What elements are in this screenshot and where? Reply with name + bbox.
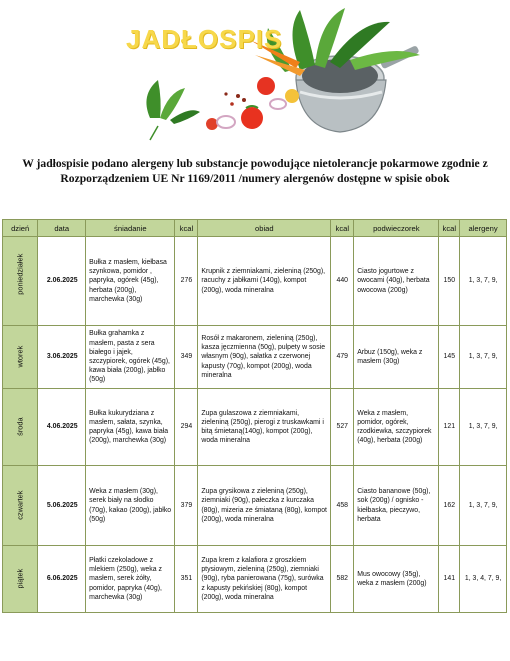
day-cell [3,389,38,466]
date-cell: 2.06.2025 [38,237,86,326]
day-label: środa [15,417,25,437]
day-label: piątek [15,569,25,589]
day-label: wtorek [15,346,25,368]
snack-kcal-cell: 162 [439,466,460,546]
page-title: JADŁOSPIS [126,24,283,54]
breakfast-kcal-cell: 294 [175,389,198,466]
snack-kcal-cell: 145 [439,326,460,389]
col-header-date: data [38,220,86,237]
snack-kcal-cell: 141 [439,546,460,613]
snack-cell: Weka z masłem, pomidor, ogórek, rzodkiewka, szczypiorek (40g), herbata (200g) [354,389,439,466]
date-cell: 3.06.2025 [38,326,86,389]
lunch-kcal-cell: 440 [331,237,354,326]
lunch-cell: Krupnik z ziemniakami, zieleniną (250g), racuchy z jabłkami (140g), kompot (200g), woda mineralna [198,237,331,326]
vegetables-illustration [0,0,510,150]
lunch-kcal-cell: 479 [331,326,354,389]
snack-cell: Ciasto bananowe (50g), sok (200g) / ognisko - kiełbaska, pieczywo, herbata [354,466,439,546]
table-row [3,326,507,389]
col-header-breakfast: śniadanie [86,220,175,237]
date-cell: 5.06.2025 [38,466,86,546]
table-row [3,237,507,326]
breakfast-kcal-cell: 349 [175,326,198,389]
allergens-cell: 1, 3, 7, 9, [460,326,507,389]
table-row [3,546,507,613]
lunch-kcal-cell: 582 [331,546,354,613]
table-row [3,389,507,466]
lunch-kcal-cell: 527 [331,389,354,466]
allergen-notice [22,156,488,186]
notice-line-2: Rozporządzeniem UE Nr 1169/2011 /numery alergenów dostępne w spisie obok [60,172,450,185]
menu-table [2,219,507,613]
day-label: czwartek [15,490,25,520]
col-header-snack: podwieczorek [354,220,439,237]
day-cell [3,237,38,326]
snack-cell: Arbuz (150g), weka z masłem (30g) [354,326,439,389]
day-cell [3,546,38,613]
notice-line-1: W jadłospisie podano alergeny lub substancje powodujące nietolerancje pokarmowe zgodnie z [22,157,488,170]
breakfast-cell: Bułka kukurydziana z masłem, sałata, szynka, papryka (45g), kawa biała (200g), marchewka (30g) [86,389,175,466]
lunch-cell: Rosół z makaronem, zieleniną (250g), kasza jęczmienna (50g), pulpety w sosie własnym (90g), sałatka z czerwonej kapusty (70g), kompot (200g), woda mineralna [198,326,331,389]
allergens-cell: 1, 3, 7, 9, [460,237,507,326]
breakfast-kcal-cell: 379 [175,466,198,546]
date-cell: 4.06.2025 [38,389,86,466]
breakfast-kcal-cell: 351 [175,546,198,613]
day-cell [3,326,38,389]
snack-cell: Mus owocowy (35g), weka z masłem (200g) [354,546,439,613]
lunch-kcal-cell: 458 [331,466,354,546]
date-cell: 6.06.2025 [38,546,86,613]
header-banner [0,0,510,150]
lunch-cell: Zupa grysikowa z zieleniną (250g), ziemniaki (90g), pałeczka z kurczaka (80g), mizeria ze śmiataną (80g), kompot (200g), woda mineralna [198,466,331,546]
col-header-allergens: alergeny [460,220,507,237]
allergens-cell: 1, 3, 7, 9, [460,466,507,546]
col-header-day: dzień [3,220,38,237]
allergens-cell: 1, 3, 7, 9, [460,389,507,466]
col-header-snack-kcal: kcal [439,220,460,237]
col-header-lunch: obiad [198,220,331,237]
col-header-breakfast-kcal: kcal [175,220,198,237]
breakfast-cell: Bułka z masłem, kiełbasa szynkowa, pomidor , papryka, ogórek (45g), herbata (200g), marchewka (30g) [86,237,175,326]
lunch-cell: Zupa gulaszowa z ziemniakami, zieleniną (250g), pierogi z truskawkami i bitą śmietaną(140g), kompot (200g), woda mineralna [198,389,331,466]
table-row [3,466,507,546]
breakfast-cell: Bułka grahamka z masłem, pasta z sera białego i jajek, szczypiorek, ogórek (45g), kawa biała (200g), jabłko (50g) [86,326,175,389]
table-header-row [3,220,507,237]
snack-cell: Ciasto jogurtowe z owocami (40g), herbata owocowa (200g) [354,237,439,326]
day-cell [3,466,38,546]
col-header-lunch-kcal: kcal [331,220,354,237]
breakfast-cell: Weka z masłem (30g), serek biały na słodko (70g), kakao (200g), jabłko (50g) [86,466,175,546]
snack-kcal-cell: 150 [439,237,460,326]
breakfast-kcal-cell: 276 [175,237,198,326]
lunch-cell: Zupa krem z kalafiora z groszkiem ptysiowym, zieleniną (250g), ziemniaki (90g), ryba panierowana (75g), surówka z kapusty pekińskiej (80g), kompot (200g), woda mineralna [198,546,331,613]
snack-kcal-cell: 121 [439,389,460,466]
breakfast-cell: Płatki czekoladowe z mlekiem (250g), weka z masłem, serek żółty, pomidor, papryka (40g), marchewka (30g) [86,546,175,613]
day-label: poniedziałek [15,254,25,296]
allergens-cell: 1, 3, 4, 7, 9, [460,546,507,613]
